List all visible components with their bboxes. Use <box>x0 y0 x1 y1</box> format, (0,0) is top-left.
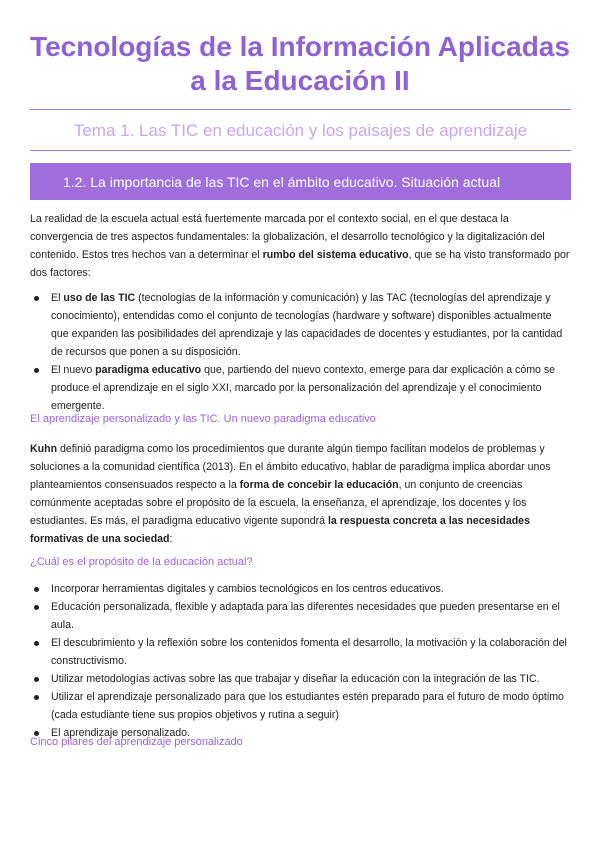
bullet-icon <box>34 368 39 373</box>
list-item <box>30 670 571 688</box>
bullet-icon <box>34 605 39 610</box>
item-text: El descubrimiento y la reflexión sobre los contenidos fomenta el desarrollo, la motivación y la colaboración del constructivismo. <box>51 637 567 667</box>
purposes-list <box>30 580 571 742</box>
kuhn-text-3: : <box>169 533 173 545</box>
item-text: Utilizar metodologías activas sobre las que trabajar y diseñar la educación con la integración de las TIC. <box>51 673 540 685</box>
list-item <box>30 634 571 670</box>
title-divider-top <box>30 109 571 110</box>
intro-text-1: La realidad de la escuela actual está fuertemente marcada por el contexto social, en el que destaca la convergencia de tres aspectos fundamentales: la globalización, el desarrollo tecnológico y la digitalización del contenido. Estos tres hechos van a determinar el <box>30 213 545 261</box>
heading-personalizado: El aprendizaje personalizado y las TIC. Un nuevo paradigma educativo <box>30 413 376 425</box>
heading-pilares: Cinco pilares del aprendizaje personalizado <box>30 736 243 748</box>
factors-list <box>30 289 571 415</box>
kuhn-bold-3: la respuesta concreta a las necesidades formativas de una sociedad <box>30 515 530 545</box>
list-item <box>30 361 571 415</box>
item-text: (tecnologías de la información y comunicación) y las TAC (tecnologías del aprendizaje y conocimiento), entendidas como el conjunto de tecnologías (hardware y software) disponibles actualmente que expanden las posibilidades del aprendizaje y las capacidades de docentes y estudiantes, por la cantidad de recursos que ponen a su disposición. <box>51 292 563 358</box>
intro-paragraph <box>30 210 571 282</box>
section-title: 1.2. La importancia de las TIC en el ámbito educativo. Situación actual <box>63 173 501 190</box>
item-bold: uso de las TIC <box>63 292 136 304</box>
intro-bold: rumbo del sistema educativo <box>262 249 409 261</box>
bullet-icon <box>34 587 39 592</box>
list-item <box>30 289 571 361</box>
bullet-icon <box>34 296 39 301</box>
item-text: El nuevo <box>51 364 96 376</box>
item-text: El aprendizaje personalizado. <box>51 727 190 739</box>
bullet-icon <box>34 695 39 700</box>
list-item <box>30 598 571 634</box>
item-text: Incorporar herramientas digitales y cambios tecnológicos en los centros educativos. <box>51 583 444 595</box>
heading-proposito: ¿Cuál es el propósito de la educación actual? <box>30 556 253 568</box>
kuhn-bold-2: forma de concebir la educación <box>239 479 399 491</box>
intro-text-2: , que se ha visto transformado por dos factores: <box>30 249 570 279</box>
bullet-icon <box>34 677 39 682</box>
section-banner <box>30 163 571 200</box>
kuhn-paragraph <box>30 440 571 548</box>
item-bold: paradigma educativo <box>95 364 202 376</box>
item-text: que, partiendo del nuevo contexto, emerge para dar explicación a cómo se produce el aprendizaje en el siglo XXI, marcado por la personalización del aprendizaje y el conocimiento emergente. <box>51 364 556 412</box>
kuhn-text-2: , un conjunto de creencias comúnmente aceptadas sobre el propósito de la escuela, la enseñanza, el aprendizaje, los docentes y los estudiantes. Es más, el paradigma educativo vigente supondrá <box>30 479 527 527</box>
title-divider-bottom <box>30 150 571 151</box>
item-text: Educación personalizada, flexible y adaptada para las diferentes necesidades que pueden presentarse en el aula. <box>51 601 560 631</box>
list-item <box>30 688 571 724</box>
list-item <box>30 580 571 598</box>
document-title: Tecnologías de la Información Aplicadas a la Educación II <box>30 31 570 96</box>
item-text: Utilizar el aprendizaje personalizado para que los estudiantes estén preparado para el futuro de modo óptimo (cada estudiante tiene sus propios objetivos y rutina a seguir) <box>51 691 564 721</box>
topic-subtitle: Tema 1. Las TIC en educación y los paisajes de aprendizaje <box>73 121 528 140</box>
item-text: El <box>51 292 64 304</box>
kuhn-text-1: definió paradigma como los procedimientos que durante algún tiempo facilitan modelos de problemas y soluciones a la comunidad científica (2013). En el ámbito educativo, hablar de paradigma implica abordar unos planteamientos consensuados respecto a la <box>30 443 551 491</box>
bullet-icon <box>34 641 39 646</box>
kuhn-bold-1: Kuhn <box>30 443 58 455</box>
